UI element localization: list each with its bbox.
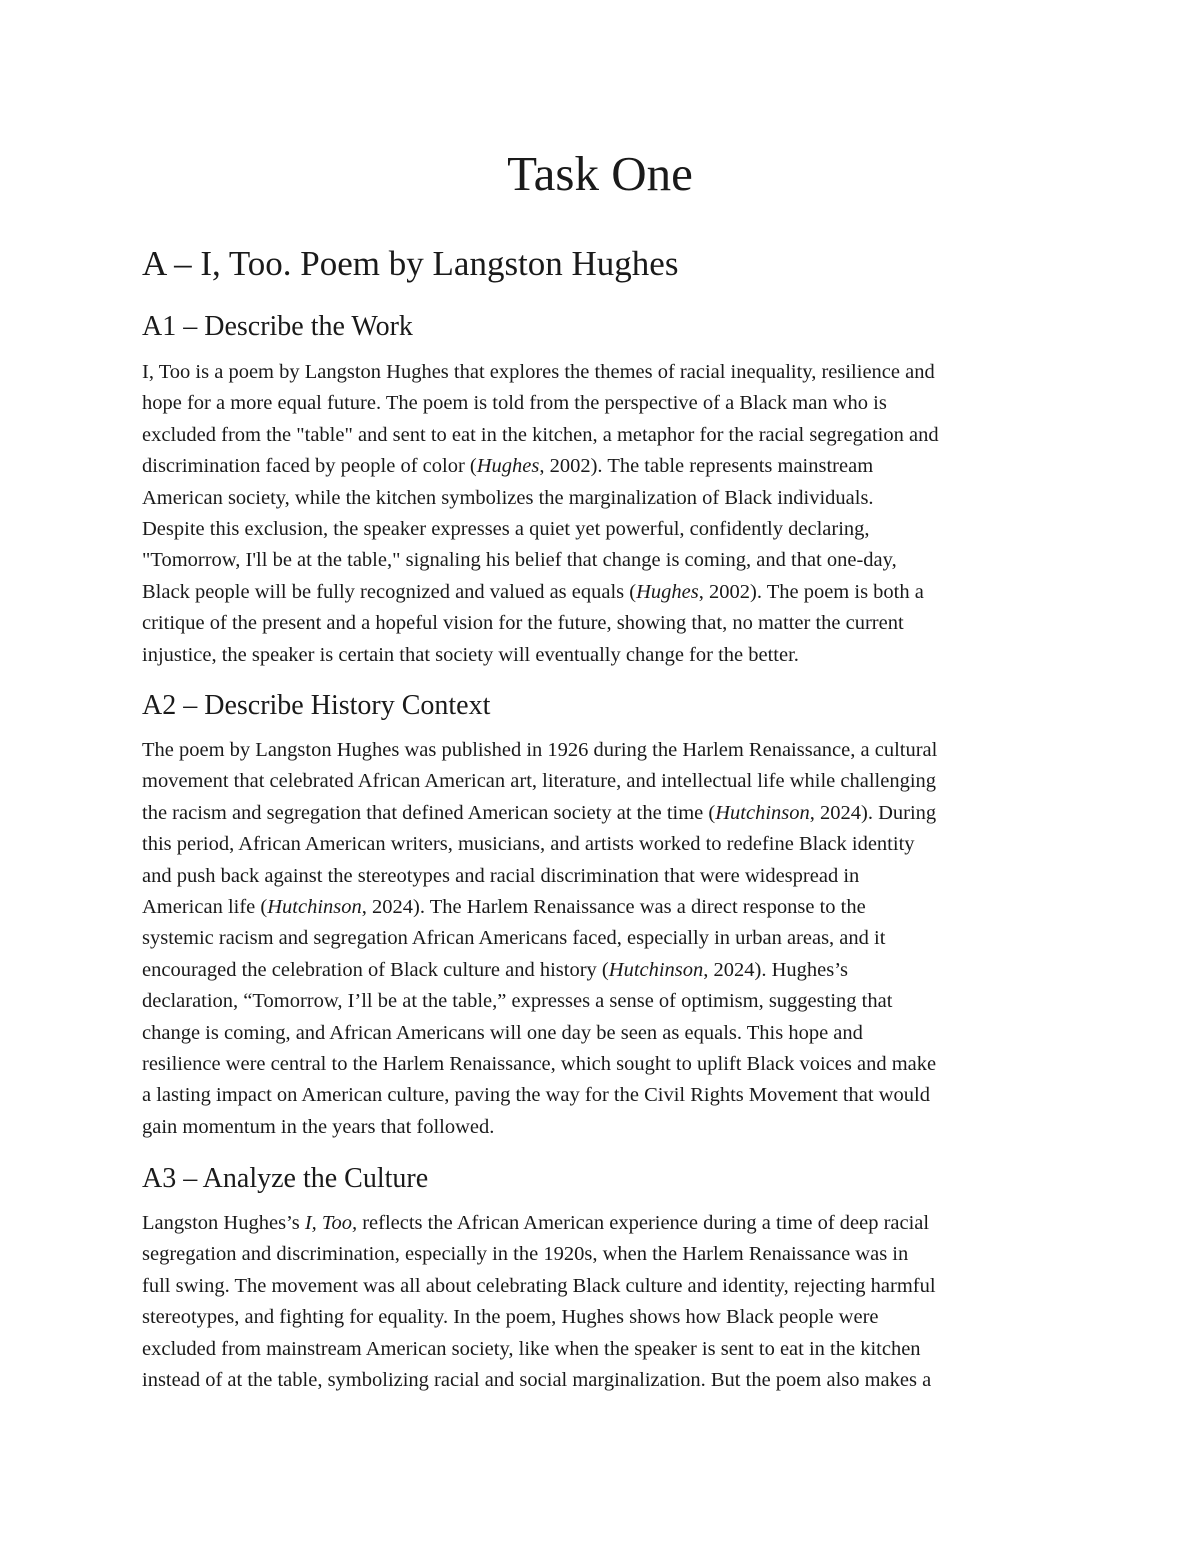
text-line [142, 766, 1072, 797]
text-segment: injustice, the speaker is certain that society will eventually change for the better. [142, 643, 799, 666]
text-segment: segregation and discrimination, especially in the 1920s, when the Harlem Renaissance was in [142, 1243, 909, 1266]
text-segment: , 2024). The Harlem Renaissance was a direct response to the [361, 895, 866, 918]
text-line [142, 735, 1072, 766]
text-line [142, 420, 1072, 451]
text-line [142, 388, 1072, 419]
page-title: Task One [507, 146, 693, 201]
text-segment: declaration, “Tomorrow, I’ll be at the table,” expresses a sense of optimism, suggesting that [142, 990, 893, 1013]
a2-paragraph [142, 735, 1072, 1143]
text-segment: instead of at the table, symbolizing racial and social marginalization. But the poem also makes a [142, 1368, 932, 1391]
text-segment: , 2002). The poem is both a [698, 580, 924, 603]
text-line [142, 861, 1072, 892]
text-segment: The poem by Langston Hughes was published in 1926 during the Harlem Renaissance, a cultural [142, 739, 938, 761]
italic-citation: Hutchinson [715, 801, 810, 824]
italic-citation: I, Too, [304, 1212, 358, 1234]
text-line [142, 986, 1072, 1017]
text-segment: , 2024). Hughes’s [703, 958, 848, 981]
text-line [142, 1271, 1072, 1302]
text-line [142, 892, 1072, 923]
text-segment: encouraged the celebration of Black culture and history ( [142, 958, 609, 981]
text-line [142, 483, 1072, 514]
text-line [142, 1365, 1072, 1396]
section-a-heading: A – I, Too. Poem by Langston Hughes [142, 244, 679, 283]
text-segment: full swing. The movement was all about celebrating Black culture and identity, rejecting harmful [142, 1274, 936, 1297]
text-line [142, 1208, 1072, 1239]
text-segment: Despite this exclusion, the speaker expresses a quiet yet powerful, confidently declaring, [142, 517, 870, 540]
text-segment: Langston Hughes’s [142, 1212, 305, 1234]
text-line [142, 923, 1072, 954]
text-line [142, 1080, 1072, 1111]
text-segment: hope for a more equal future. The poem is told from the perspective of a Black man who is [142, 392, 887, 415]
text-segment: , 2024). During [809, 801, 937, 824]
text-segment: , 2002). The table represents mainstream [539, 455, 874, 478]
text-segment: movement that celebrated African American art, literature, and intellectual life while challenging [142, 770, 937, 793]
text-line [142, 1302, 1072, 1333]
text-line [142, 1049, 1072, 1080]
text-line [142, 514, 1072, 545]
text-line [142, 829, 1072, 860]
text-segment: "Tomorrow, I'll be at the table," signaling his belief that change is coming, and that one-day, [142, 549, 897, 572]
text-line [142, 798, 1072, 829]
text-line [142, 608, 1072, 639]
text-segment: discrimination faced by people of color ( [142, 455, 477, 478]
text-segment: stereotypes, and fighting for equality. In the poem, Hughes shows how Black people were [142, 1306, 879, 1329]
text-segment: gain momentum in the years that followed. [142, 1115, 495, 1138]
text-segment: this period, African American writers, musicians, and artists worked to redefine Black identity [142, 833, 915, 856]
text-segment: I, Too is a poem by Langston Hughes that explores the themes of racial inequality, resilience and [142, 361, 935, 383]
a3-paragraph [142, 1208, 1072, 1396]
text-segment: American life ( [142, 895, 268, 918]
italic-citation: Hutchinson [608, 958, 704, 981]
a1-paragraph [142, 357, 1072, 671]
text-segment: a lasting impact on American culture, paving the way for the Civil Rights Movement that would [142, 1084, 930, 1107]
text-line [142, 577, 1072, 608]
text-segment: and push back against the stereotypes and racial discrimination that were widespread in [142, 864, 860, 887]
text-line [142, 1334, 1072, 1365]
text-segment: resilience were central to the Harlem Renaissance, which sought to uplift Black voices and make [142, 1052, 937, 1075]
text-segment: change is coming, and African Americans will one day be seen as equals. This hope and [142, 1021, 863, 1044]
text-segment: Black people will be fully recognized and valued as equals ( [142, 580, 637, 603]
italic-citation: Hughes [476, 455, 540, 478]
text-line [142, 1018, 1072, 1049]
a2-heading: A2 – Describe History Context [142, 690, 491, 721]
text-line [142, 955, 1072, 986]
a3-heading: A3 – Analyze the Culture [142, 1163, 429, 1194]
text-segment: critique of the present and a hopeful vision for the future, showing that, no matter the current [142, 612, 904, 635]
a1-heading: A1 – Describe the Work [142, 311, 413, 342]
text-segment: excluded from the "table" and sent to eat in the kitchen, a metaphor for the racial segregation and [142, 423, 939, 446]
text-segment: the racism and segregation that defined American society at the time ( [142, 801, 716, 824]
text-line [142, 1112, 1072, 1143]
text-line [142, 1239, 1072, 1270]
text-line [142, 451, 1072, 482]
text-segment: American society, while the kitchen symbolizes the marginalization of Black individuals. [142, 486, 874, 509]
text-line [142, 545, 1072, 576]
text-segment: reflects the African American experience during a time of deep racial [357, 1212, 930, 1234]
italic-citation: Hutchinson [267, 895, 362, 918]
text-segment: systemic racism and segregation African Americans faced, especially in urban areas, and it [142, 927, 886, 950]
text-segment: excluded from mainstream American society, like when the speaker is sent to eat in the kitchen [142, 1337, 921, 1360]
text-line [142, 357, 1072, 388]
text-line [142, 640, 1072, 671]
italic-citation: Hughes [636, 580, 699, 603]
